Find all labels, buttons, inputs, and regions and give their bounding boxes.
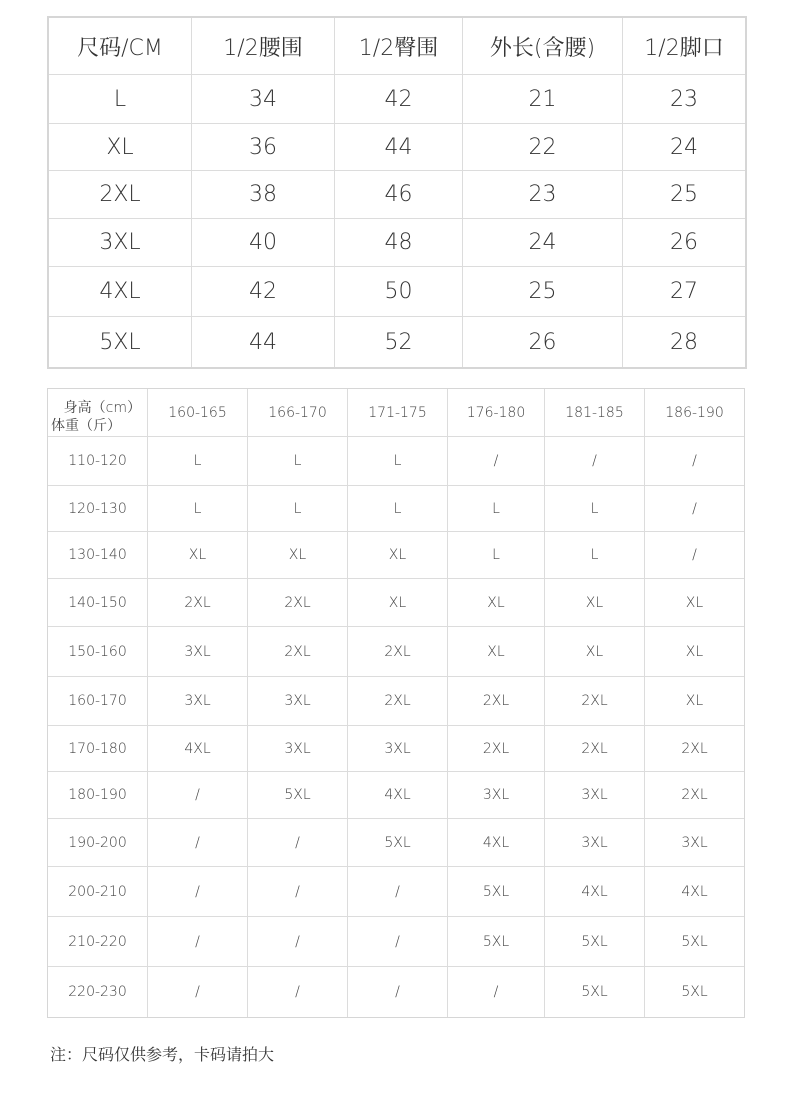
size-table-cell: 25 [463, 267, 623, 316]
size-table-cell: 34 [192, 75, 335, 123]
size-table-cell: 4XL [49, 267, 192, 316]
size-table-cell: 3XL [49, 219, 192, 266]
size-table-header-cell: 1/2脚口 [644, 35, 724, 61]
size-measurement-table [47, 16, 747, 369]
recommended-size-cell: 2XL [545, 677, 645, 725]
recommended-size-cell: / [692, 453, 697, 469]
recommended-size-cell: / [348, 867, 448, 916]
recommended-size-cell: XL [545, 579, 645, 626]
recommend-table-row [48, 486, 744, 532]
recommended-size-cell: 5XL [681, 933, 708, 950]
height-axis-label: 身高（cm） [63, 400, 141, 416]
size-table-cell: 27 [670, 279, 698, 304]
size-table-cell: 25 [670, 182, 698, 207]
weight-range-cell: 120-130 [48, 486, 148, 531]
recommended-size-cell: XL [545, 627, 645, 676]
size-table-row [49, 124, 745, 171]
size-table-header-cell: 外长(含腰) [463, 18, 623, 74]
size-recommendation-table [47, 388, 745, 1018]
recommended-size-cell: XL [448, 627, 545, 676]
height-range-header: 166-170 [248, 389, 348, 436]
recommended-size-cell: / [148, 867, 248, 916]
recommended-size-cell: 4XL [681, 883, 708, 900]
size-table-cell: 26 [463, 317, 623, 367]
size-table-cell: 23 [670, 86, 698, 112]
recommended-size-cell: 3XL [545, 772, 645, 818]
weight-range-cell: 210-220 [48, 917, 148, 966]
recommended-size-cell: / [148, 967, 248, 1017]
weight-range-cell: 130-140 [48, 532, 148, 578]
recommended-size-cell: XL [685, 594, 704, 611]
size-table-cell: L [49, 75, 192, 123]
height-range-header: 176-180 [448, 389, 545, 436]
size-table-cell: 24 [463, 219, 623, 266]
recommended-size-cell: L [545, 486, 645, 531]
weight-range-cell: 200-210 [48, 867, 148, 916]
weight-range-cell: 190-200 [48, 819, 148, 866]
recommended-size-cell: / [692, 500, 697, 517]
recommended-size-cell: L [248, 437, 348, 485]
recommended-size-cell: 3XL [248, 677, 348, 725]
recommended-size-cell: / [692, 547, 697, 563]
recommended-size-cell: L [148, 486, 248, 531]
recommended-size-cell: 2XL [681, 740, 708, 757]
recommended-size-cell: L [448, 532, 545, 578]
recommended-size-cell: 4XL [448, 819, 545, 866]
recommended-size-cell: XL [148, 532, 248, 578]
recommended-size-cell: 2XL [448, 677, 545, 725]
recommended-size-cell: 4XL [348, 772, 448, 818]
size-table-row [49, 267, 745, 317]
size-table-cell: 23 [463, 171, 623, 218]
recommended-size-cell: 5XL [448, 867, 545, 916]
recommend-table-row [48, 677, 744, 726]
recommended-size-cell: XL [348, 579, 448, 626]
recommended-size-cell: / [348, 967, 448, 1017]
recommended-size-cell: 3XL [448, 772, 545, 818]
size-table-cell: 42 [192, 267, 335, 316]
recommended-size-cell: / [448, 967, 545, 1017]
weight-range-cell: 170-180 [48, 726, 148, 771]
size-table-header-row [49, 18, 745, 75]
recommend-table-row [48, 726, 744, 772]
recommended-size-cell: XL [248, 532, 348, 578]
size-table-cell: 28 [670, 329, 698, 355]
recommend-table-row [48, 967, 744, 1017]
recommended-size-cell: 2XL [248, 579, 348, 626]
recommend-table-row [48, 437, 744, 486]
recommend-table-row [48, 917, 744, 967]
size-table-row [49, 171, 745, 219]
recommended-size-cell: 5XL [348, 819, 448, 866]
recommended-size-cell: 3XL [248, 726, 348, 771]
recommended-size-cell: 2XL [148, 579, 248, 626]
size-table-cell: 46 [335, 171, 463, 218]
recommended-size-cell: XL [448, 579, 545, 626]
recommended-size-cell: XL [685, 643, 704, 660]
size-table-row [49, 75, 745, 124]
recommend-table-row [48, 772, 744, 819]
recommended-size-cell: L [248, 486, 348, 531]
size-table-header-cell: 尺码/CM [49, 18, 192, 74]
recommended-size-cell: 4XL [545, 867, 645, 916]
recommended-size-cell: / [248, 917, 348, 966]
recommended-size-cell: 3XL [681, 834, 708, 851]
recommend-table-row [48, 579, 744, 627]
size-table-cell: 5XL [49, 317, 192, 367]
recommended-size-cell: 2XL [348, 677, 448, 725]
size-table-cell: 40 [192, 219, 335, 266]
size-table-header-cell: 1/2腰围 [192, 18, 335, 74]
height-range-header: 186-190 [665, 404, 724, 421]
size-table-cell: 2XL [49, 171, 192, 218]
recommended-size-cell: / [448, 437, 545, 485]
recommend-table-row [48, 532, 744, 579]
recommended-size-cell: / [348, 917, 448, 966]
recommended-size-cell: 2XL [448, 726, 545, 771]
recommended-size-cell: XL [685, 693, 704, 709]
weight-range-cell: 180-190 [48, 772, 148, 818]
size-table-cell: 52 [335, 317, 463, 367]
recommended-size-cell: 3XL [545, 819, 645, 866]
size-table-cell: 38 [192, 171, 335, 218]
recommended-size-cell: L [348, 486, 448, 531]
recommended-size-cell: 5XL [545, 917, 645, 966]
recommended-size-cell: L [348, 437, 448, 485]
weight-range-cell: 160-170 [48, 677, 148, 725]
recommended-size-cell: / [248, 967, 348, 1017]
size-table-cell: 48 [335, 219, 463, 266]
size-table-header-cell: 1/2臀围 [335, 18, 463, 74]
recommended-size-cell: L [448, 486, 545, 531]
recommended-size-cell: 2XL [248, 627, 348, 676]
recommended-size-cell: 2XL [545, 726, 645, 771]
recommended-size-cell: 3XL [148, 677, 248, 725]
weight-range-cell: 140-150 [48, 579, 148, 626]
recommended-size-cell: 3XL [148, 627, 248, 676]
size-table-cell: 42 [335, 75, 463, 123]
weight-range-cell: 150-160 [48, 627, 148, 676]
recommended-size-cell: 5XL [448, 917, 545, 966]
weight-range-cell: 220-230 [48, 967, 148, 1017]
recommended-size-cell: L [148, 437, 248, 485]
recommend-table-header-row [48, 389, 744, 437]
recommended-size-cell: L [545, 532, 645, 578]
size-table-cell: 24 [670, 134, 698, 160]
recommended-size-cell: / [148, 917, 248, 966]
size-table-row [49, 219, 745, 267]
height-range-header: 160-165 [148, 389, 248, 436]
weight-axis-label: 体重（斤） [51, 418, 121, 434]
size-table-row [49, 317, 745, 367]
recommended-size-cell: 3XL [348, 726, 448, 771]
size-table-cell: 36 [192, 124, 335, 170]
recommended-size-cell: / [248, 867, 348, 916]
recommend-table-row [48, 867, 744, 917]
recommended-size-cell: 4XL [148, 726, 248, 771]
size-table-cell: 21 [463, 75, 623, 123]
recommend-table-row [48, 819, 744, 867]
height-range-header: 171-175 [348, 389, 448, 436]
size-table-cell: 50 [335, 267, 463, 316]
recommended-size-cell: / [148, 772, 248, 818]
size-table-cell: XL [49, 124, 192, 170]
size-table-cell: 44 [335, 124, 463, 170]
recommended-size-cell: XL [348, 532, 448, 578]
size-table-cell: 26 [670, 230, 698, 255]
recommend-table-row [48, 627, 744, 677]
recommended-size-cell: / [148, 819, 248, 866]
recommended-size-cell: / [248, 819, 348, 866]
recommended-size-cell: / [545, 437, 645, 485]
recommended-size-cell: 2XL [348, 627, 448, 676]
recommended-size-cell: 5XL [545, 967, 645, 1017]
height-range-header: 181-185 [545, 389, 645, 436]
recommend-table-corner-cell [48, 389, 148, 436]
recommended-size-cell: 2XL [681, 787, 708, 803]
recommended-size-cell: 5XL [248, 772, 348, 818]
size-note: 注：尺码仅供参考，卡码请拍大 [50, 1045, 275, 1064]
recommended-size-cell: 5XL [681, 984, 708, 1000]
weight-range-cell: 110-120 [48, 437, 148, 485]
size-table-cell: 44 [192, 317, 335, 367]
size-table-cell: 22 [463, 124, 623, 170]
